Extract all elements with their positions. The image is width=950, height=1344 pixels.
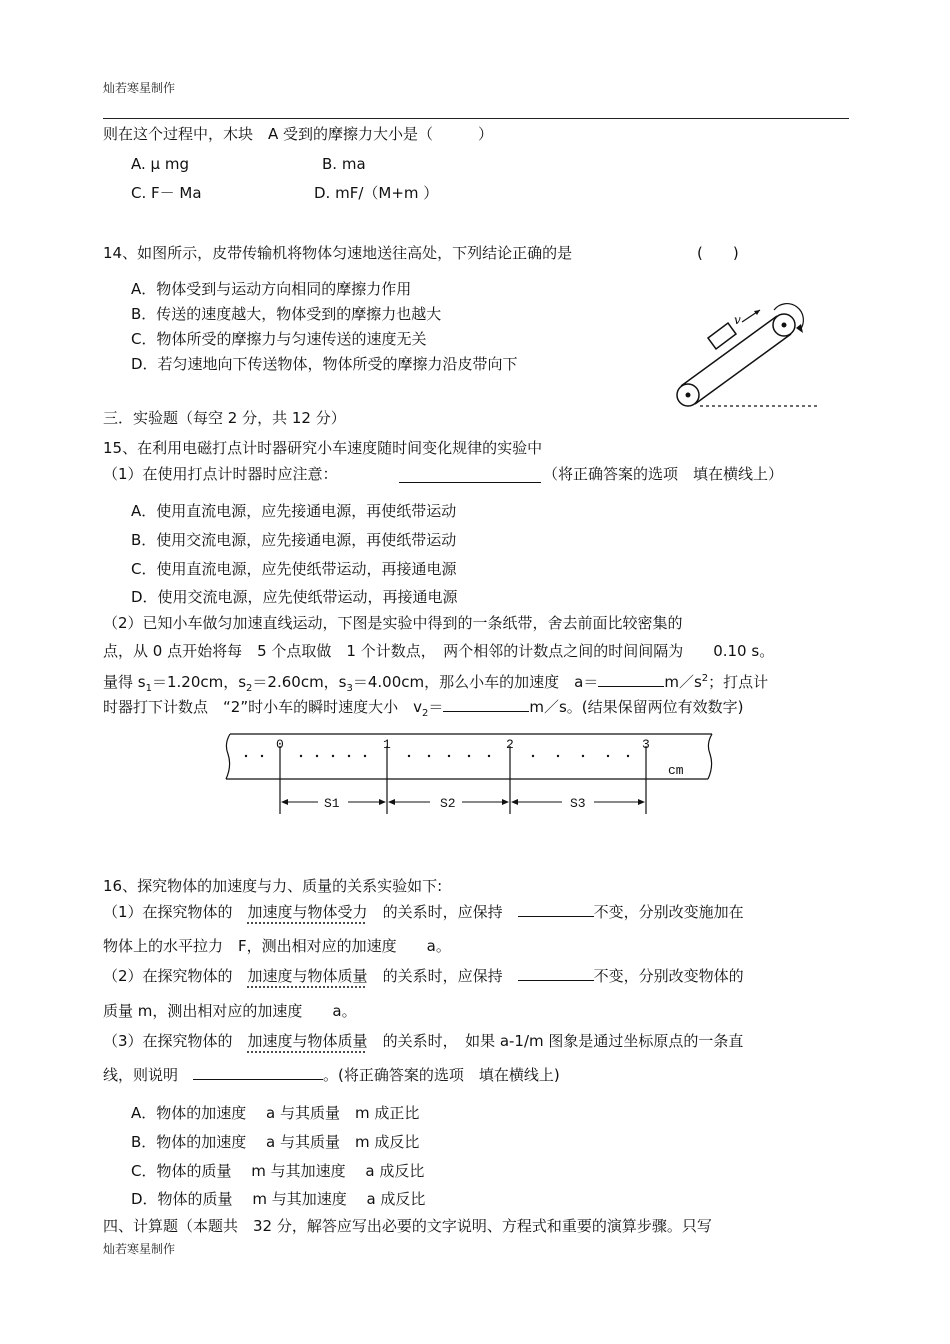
tape-tick-0: 0 <box>276 737 284 752</box>
paper-tape-figure <box>222 730 718 816</box>
q15-option-a: A．使用直流电源，应先接通电源，再使纸带运动 <box>131 502 457 520</box>
q15-part2-line3: 量得 $s_1=1.20cm$，$s_2=2.60cm$，$s_3=4.00cm$，那么小车的加速度 $a= m/s^2$；打点计 <box>103 673 769 694</box>
q14-stem: 14、如图所示，皮带传输机将物体匀速地送往高处，下列结论正确的是 <box>103 244 573 262</box>
footer-maker: 灿若寒星制作 <box>103 1242 176 1256</box>
q14-option-b: B．传送的速度越大，物体受到的摩擦力也越大 <box>131 305 442 323</box>
q16-part2-blank[interactable] <box>518 966 594 981</box>
conveyor-belt-figure <box>672 298 820 412</box>
q15-part1-suffix: （将正确答案的选项 填在横线上） <box>543 465 784 483</box>
tape-unit: cm <box>668 763 684 778</box>
q16-option-a: A．物体的加速度 a 与其质量 m 成正比 <box>131 1104 420 1122</box>
velocity-label: v <box>734 313 741 327</box>
q15-part1-blank[interactable] <box>399 468 541 483</box>
tape-tick-3: 3 <box>642 737 650 752</box>
q15-part2-line1: （2）已知小车做匀加速直线运动，下图是实验中得到的一条纸带，舍去前面比较密集的 <box>103 614 683 632</box>
q15-option-d: D．使用交流电源，应先使纸带运动，再接通电源 <box>131 588 458 606</box>
tape-tick-2: 2 <box>506 737 514 752</box>
q16-stem: 16、探究物体的加速度与力、质量的关系实验如下: <box>103 877 443 895</box>
q16-option-c: C．物体的质量 m 与其加速度 a 成反比 <box>131 1162 425 1180</box>
q14-option-d: D．若匀速地向下传送物体，物体所受的摩擦力沿皮带向下 <box>131 355 518 373</box>
tape-label-s3: S3 <box>570 796 586 811</box>
q13-option-b: B. ma <box>322 155 366 173</box>
header-maker: 灿若寒星制作 <box>103 81 176 95</box>
q15-option-b: B．使用交流电源，应先接通电源，再使纸带运动 <box>131 531 457 549</box>
q15-option-c: C．使用直流电源，应先使纸带运动，再接通电源 <box>131 560 457 578</box>
q16-part2-line2: 质量 m，测出相对应的加速度 a。 <box>103 1002 357 1020</box>
tape-label-s1: S1 <box>324 796 340 811</box>
section4-title: 四、计算题（本题共 32 分，解答应写出必要的文字说明、方程式和重要的演算步骤。只写 <box>103 1217 712 1235</box>
q13-option-d: D. mF/（M+m ） <box>314 184 439 202</box>
q16-option-d: D．物体的质量 m 与其加速度 a 成反比 <box>131 1190 426 1208</box>
q16-part3: （3）在探究物体的 加速度与物体质量 的关系时， 如果 a-1/m 图象是通过坐标原点的一条直 <box>103 1032 744 1050</box>
q16-part3-line2: 线，则说明 。(将正确答案的选项 填在横线上) <box>103 1066 560 1084</box>
q16-part2: （2）在探究物体的 加速度与物体质量 的关系时，应保持 不变，分别改变物体的 <box>103 967 744 985</box>
q16-part1-line2: 物体上的水平拉力 F，测出相对应的加速度 a。 <box>103 937 451 955</box>
section3-title: 三．实验题（每空 2 分，共 12 分） <box>103 409 346 427</box>
q15-part2-line2: 点，从 0 点开始将每 5 个点取做 1 个计数点， 两个相邻的计数点之间的时间间隔为 0.10 s。 <box>103 642 775 660</box>
q14-option-c: C．物体所受的摩擦力与匀速传送的速度无关 <box>131 330 427 348</box>
q16-part1: （1）在探究物体的 加速度与物体受力 的关系时，应保持 不变，分别改变施加在 <box>103 903 744 921</box>
tape-label-s2: S2 <box>440 796 456 811</box>
q15-part1-prefix: （1）在使用打点计时器时应注意： <box>103 465 338 483</box>
tape-dots <box>245 755 629 757</box>
q15-stem: 15、在利用电磁打点计时器研究小车速度随时间变化规律的实验中 <box>103 439 543 457</box>
q14-answer-paren: ( ) <box>697 244 739 262</box>
q15-part2-line4: 时器打下计数点 “2”时小车的瞬时速度大小 $v_2=$ m／s。(结果保留两位有效数字) <box>103 698 744 719</box>
q14-option-a: A．物体受到与运动方向相同的摩擦力作用 <box>131 280 412 298</box>
q16-option-b: B．物体的加速度 a 与其质量 m 成反比 <box>131 1133 420 1151</box>
q13-option-a: A. μ mg <box>131 155 189 173</box>
q13-stem: 则在这个过程中，木块 A 受到的摩擦力大小是（ ） <box>103 125 494 143</box>
q16-part3-blank[interactable] <box>193 1065 323 1080</box>
velocity-blank[interactable] <box>443 697 529 712</box>
header-rule <box>103 118 849 119</box>
acceleration-blank[interactable] <box>598 672 664 687</box>
q16-part1-blank[interactable] <box>518 902 594 917</box>
q13-option-c: C. F－ Ma <box>131 184 202 202</box>
tape-tick-1: 1 <box>383 737 391 752</box>
